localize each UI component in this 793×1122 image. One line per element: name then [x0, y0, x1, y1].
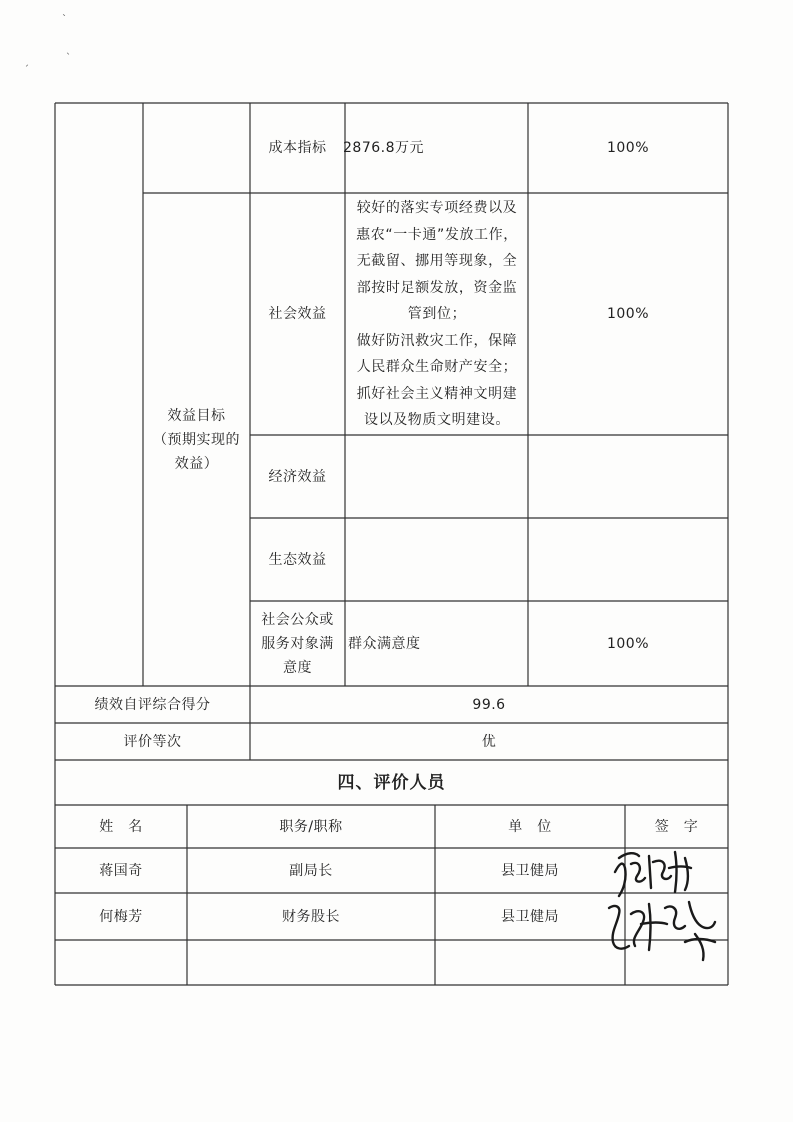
evaluator-name: 何梅芳 [99, 908, 143, 925]
content-line: 人民群众生命财产安全； [356, 359, 518, 375]
evaluator-title: 副局长 [289, 862, 333, 879]
benefit-target-line: 效益目标 [167, 407, 226, 424]
ecological-benefit-label: 生态效益 [268, 551, 327, 568]
header-name: 姓 名 [99, 818, 143, 835]
social-benefit-score: 100% [606, 306, 650, 322]
evaluator-unit: 县卫健局 [501, 908, 559, 925]
handwritten-signature [605, 838, 725, 968]
header-title: 职务/职称 [279, 818, 343, 835]
satisfaction-label-line: 社会公众或 [261, 611, 334, 628]
total-score-value: 99.6 [472, 696, 506, 713]
benefit-target-line: （预期实现的 [153, 431, 240, 448]
content-line: 较好的落实专项经费以及 [356, 200, 518, 216]
scan-speck: ˋ [62, 14, 67, 25]
satisfaction-score: 100% [606, 635, 650, 652]
evaluator-unit: 县卫健局 [501, 862, 559, 879]
economic-benefit-label: 经济效益 [268, 468, 327, 485]
scan-speck: ˏ [24, 56, 29, 67]
cost-indicator-content: 2876.8万元 [343, 140, 424, 156]
section-title: 四、评价人员 [337, 772, 446, 793]
total-score-label: 绩效自评综合得分 [94, 696, 211, 713]
content-line: 无截留、挪用等现象，全 [356, 253, 518, 269]
evaluator-title: 财务股长 [282, 908, 340, 925]
scan-speck: ˎ [66, 44, 71, 55]
cost-indicator-label: 成本指标 [268, 140, 327, 156]
satisfaction-label-line: 服务对象满 [261, 635, 334, 652]
grade-label: 评价等次 [123, 733, 182, 750]
content-line: 抓好社会主义精神文明建 [356, 385, 518, 402]
content-line: 部按时足额发放，资金监 [356, 279, 518, 296]
benefit-target-line: 效益） [174, 455, 219, 472]
content-line: 设以及物质文明建设。 [364, 412, 510, 428]
social-benefit-content [347, 195, 527, 433]
header-unit: 单 位 [508, 818, 552, 835]
social-benefit-label: 社会效益 [268, 306, 327, 322]
satisfaction-content: 群众满意度 [348, 635, 421, 652]
content-line: 做好防汛救灾工作，保障 [356, 332, 518, 349]
benefit-target-label [143, 193, 250, 686]
header-signature: 签 字 [654, 818, 699, 835]
cost-indicator-score: 100% [606, 140, 650, 156]
satisfaction-label [250, 601, 345, 686]
satisfaction-label-line: 意度 [283, 659, 312, 676]
evaluator-name: 蒋国奇 [99, 862, 143, 879]
grade-value: 优 [481, 733, 497, 750]
content-line: 惠农“一卡通”发放工作， [356, 226, 518, 243]
content-line: 管到位； [407, 306, 467, 322]
